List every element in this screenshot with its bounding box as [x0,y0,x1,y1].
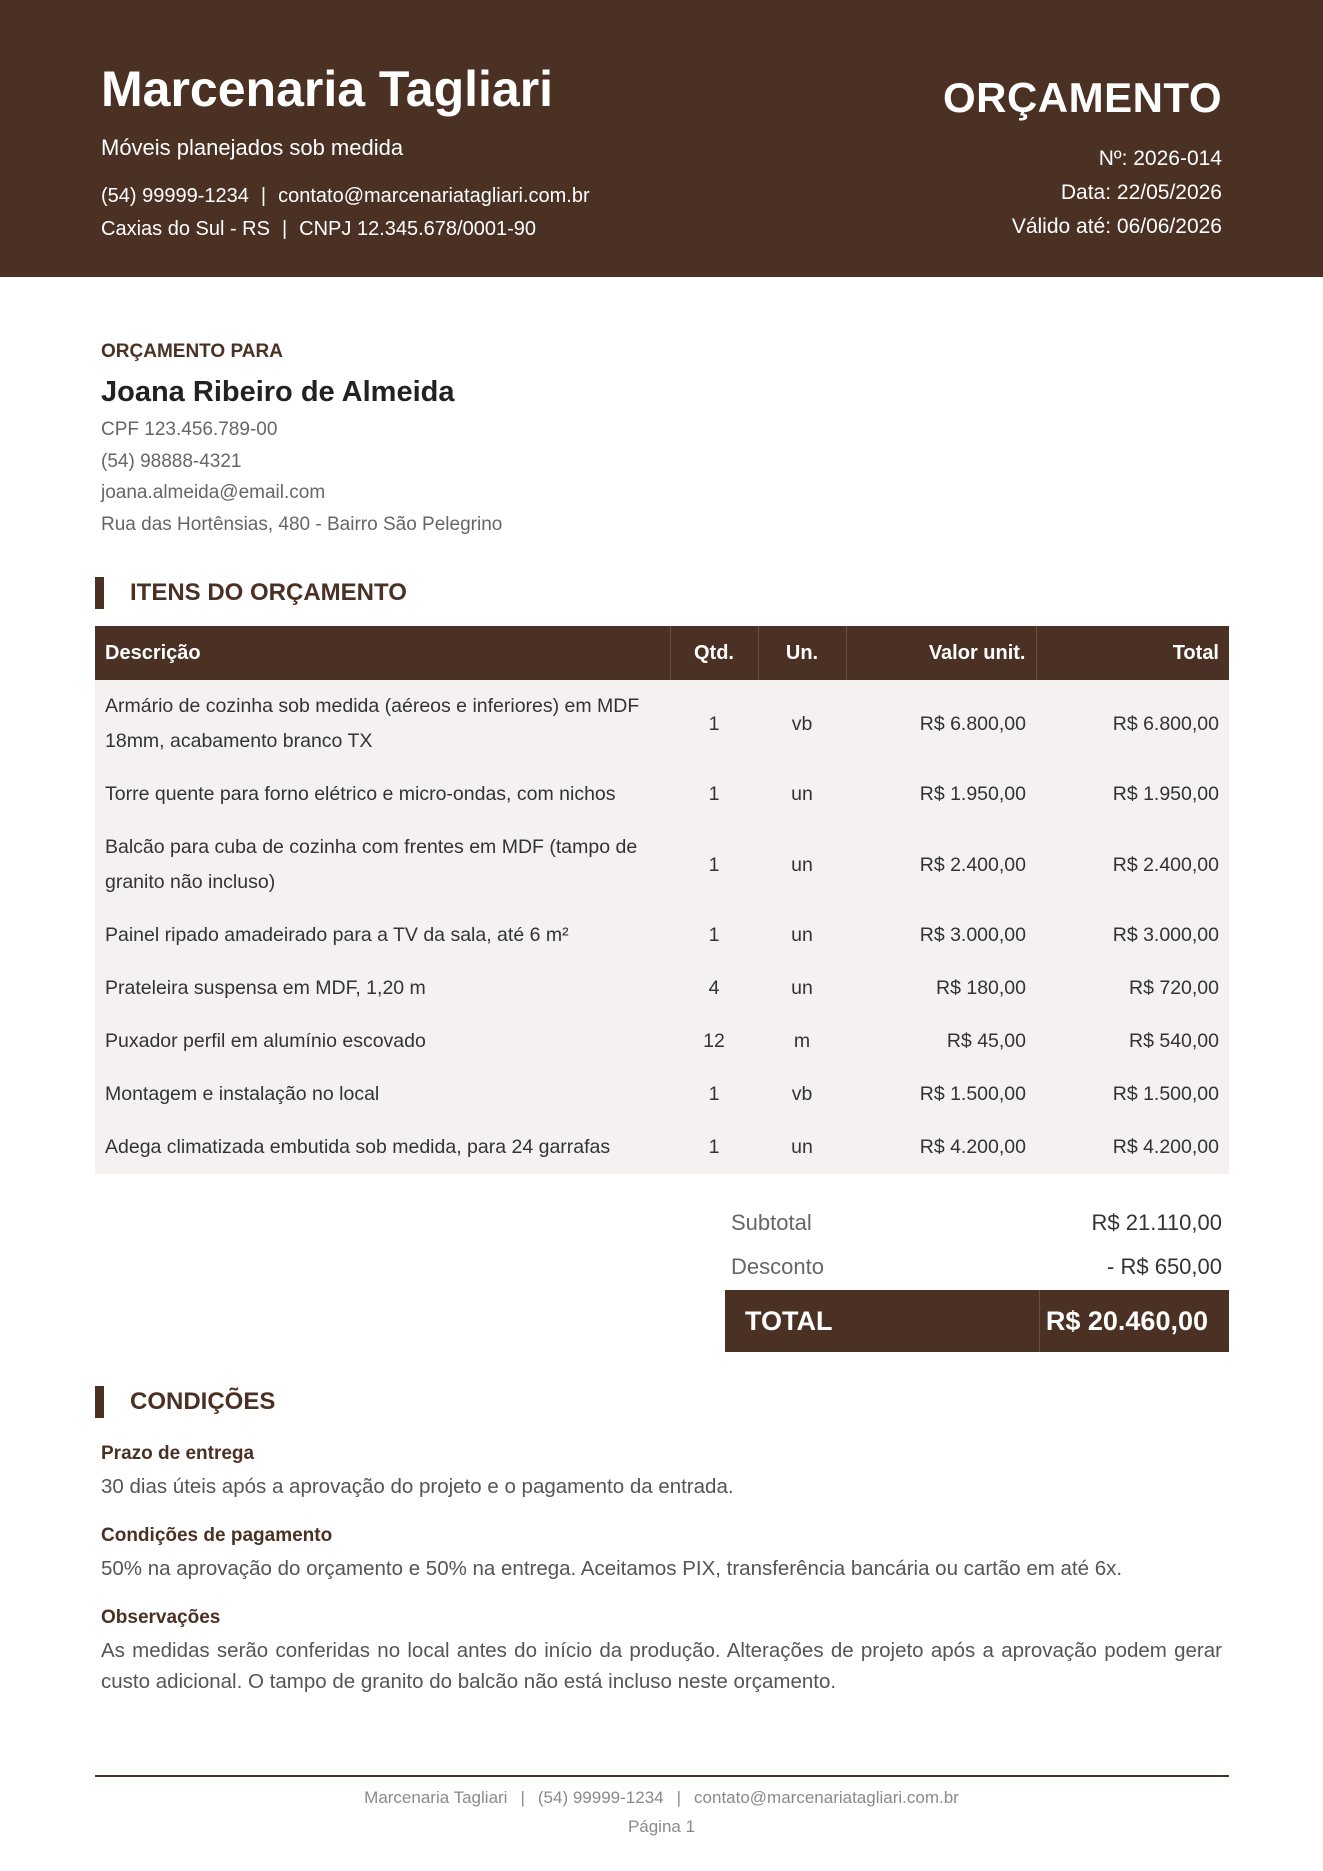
footer-phone: (54) 99999-1234 [537,1788,664,1807]
item-unit: vb [758,680,846,768]
footer-company: Marcenaria Tagliari [364,1788,508,1807]
total-box [725,1290,1229,1352]
section-accent-bar [95,577,104,609]
company-phone: (54) 99999-1234 [101,185,249,207]
item-unit-price: R$ 45,00 [846,1015,1036,1068]
item-unit-price: R$ 180,00 [846,962,1036,1015]
subtotal-label: Subtotal [731,1210,812,1235]
company-name: Marcenaria Tagliari [101,61,554,117]
document-date: Data: 22/05/2026 [1060,181,1222,204]
item-unit: un [758,909,846,962]
client-label: ORÇAMENTO PARA [101,341,283,362]
total-value: R$ 20.460,00 [1045,1306,1208,1336]
item-total: R$ 1.950,00 [1036,768,1229,821]
column-header-unit: Un. [758,626,846,680]
total-divider [1039,1290,1040,1352]
discount-label: Desconto [731,1254,824,1279]
column-header-unit-price: Valor unit. [846,626,1036,680]
column-header-description: Descrição [95,626,670,680]
item-total: R$ 720,00 [1036,962,1229,1015]
table-row [95,1121,1229,1174]
item-total: R$ 4.200,00 [1036,1121,1229,1174]
item-total: R$ 540,00 [1036,1015,1229,1068]
items-section-heading [95,577,407,609]
conditions-section-title: CONDIÇÕES [130,1388,276,1415]
item-qty: 12 [670,1015,758,1068]
header-banner [0,0,1323,277]
item-description: Torre quente para forno elétrico e micro-ondas, com nichos [95,768,670,821]
item-unit-price: R$ 2.400,00 [846,821,1036,909]
item-description: Montagem e instalação no local [95,1068,670,1121]
item-unit: vb [758,1068,846,1121]
item-total: R$ 6.800,00 [1036,680,1229,768]
item-description: Armário de cozinha sob medida (aéreos e inferiores) em MDF 18mm, acabamento branco TX [95,680,670,768]
notes-label: Observações [101,1607,221,1628]
item-qty: 1 [670,680,758,768]
footer-contact-line [0,1788,1323,1808]
item-unit: un [758,821,846,909]
item-total: R$ 1.500,00 [1036,1068,1229,1121]
document-valid-until: Válido até: 06/06/2026 [1011,215,1222,238]
item-description: Prateleira suspensa em MDF, 1,20 m [95,962,670,1015]
item-description: Painel ripado amadeirado para a TV da sala, até 6 m² [95,909,670,962]
delivery-text: 30 dias úteis após a aprovação do projeto e o pagamento da entrada. [101,1475,734,1498]
item-unit: un [758,768,846,821]
footer-divider [95,1775,1229,1777]
item-description: Adega climatizada embutida sob medida, para 24 garrafas [95,1121,670,1174]
item-unit-price: R$ 1.950,00 [846,768,1036,821]
item-unit-price: R$ 6.800,00 [846,680,1036,768]
item-qty: 4 [670,962,758,1015]
table-row [95,768,1229,821]
separator: | [520,1788,525,1807]
company-email: contato@marcenariatagliari.com.br [278,185,590,207]
section-accent-bar [95,1386,104,1418]
item-total: R$ 2.400,00 [1036,821,1229,909]
table-row [95,909,1229,962]
table-row [95,1068,1229,1121]
footer-email: contato@marcenariatagliari.com.br [694,1788,959,1807]
client-cpf: CPF 123.456.789-00 [101,419,278,440]
payment-label: Condições de pagamento [101,1525,333,1546]
item-total: R$ 3.000,00 [1036,909,1229,962]
company-city: Caxias do Sul - RS [101,218,270,240]
item-description: Balcão para cuba de cozinha com frentes em MDF (tampo de granito não incluso) [95,821,670,909]
total-label: TOTAL [745,1306,833,1336]
items-table [95,626,1229,1174]
item-unit-price: R$ 1.500,00 [846,1068,1036,1121]
separator: | [281,218,288,240]
table-row [95,962,1229,1015]
company-contact-line [101,185,590,208]
item-qty: 1 [670,1121,758,1174]
separator: | [260,185,267,207]
table-row [95,1015,1229,1068]
item-unit-price: R$ 3.000,00 [846,909,1036,962]
notes-text: As medidas serão conferidas no local antes do início da produção. Alterações de projeto após a aprovação podem gerar custo adicional. O tampo de granito do balcão não está incluso neste orçamento. [101,1639,1222,1693]
column-header-total: Total [1036,626,1229,680]
client-email: joana.almeida@email.com [101,482,326,503]
item-qty: 1 [670,909,758,962]
document-number: Nº: 2026-014 [1098,147,1222,170]
item-unit: m [758,1015,846,1068]
payment-text: 50% na aprovação do orçamento e 50% na entrega. Aceitamos PIX, transferência bancária ou cartão em até 6x. [101,1557,1123,1580]
table-row [95,821,1229,909]
item-description: Puxador perfil em alumínio escovado [95,1015,670,1068]
item-qty: 1 [670,768,758,821]
footer-page-number: Página 1 [627,1817,696,1836]
table-row [95,680,1229,768]
client-phone: (54) 98888-4321 [101,451,242,472]
company-cnpj: CNPJ 12.345.678/0001-90 [299,218,537,240]
company-tagline: Móveis planejados sob medida [101,135,404,160]
item-unit: un [758,962,846,1015]
item-unit: un [758,1121,846,1174]
item-qty: 1 [670,1068,758,1121]
table-header-row [95,626,1229,680]
items-section-title: ITENS DO ORÇAMENTO [130,579,407,606]
subtotal-value: R$ 21.110,00 [1091,1210,1222,1235]
column-header-qty: Qtd. [670,626,758,680]
company-location-line [101,218,536,241]
item-qty: 1 [670,821,758,909]
conditions-section-heading [95,1386,275,1418]
delivery-label: Prazo de entrega [101,1443,255,1464]
client-name: Joana Ribeiro de Almeida [101,376,455,408]
document-title: ORÇAMENTO [942,74,1222,121]
item-unit-price: R$ 4.200,00 [846,1121,1036,1174]
discount-value: - R$ 650,00 [1107,1254,1222,1279]
client-address: Rua das Hortênsias, 480 - Bairro São Pelegrino [101,514,503,535]
separator: | [676,1788,682,1807]
